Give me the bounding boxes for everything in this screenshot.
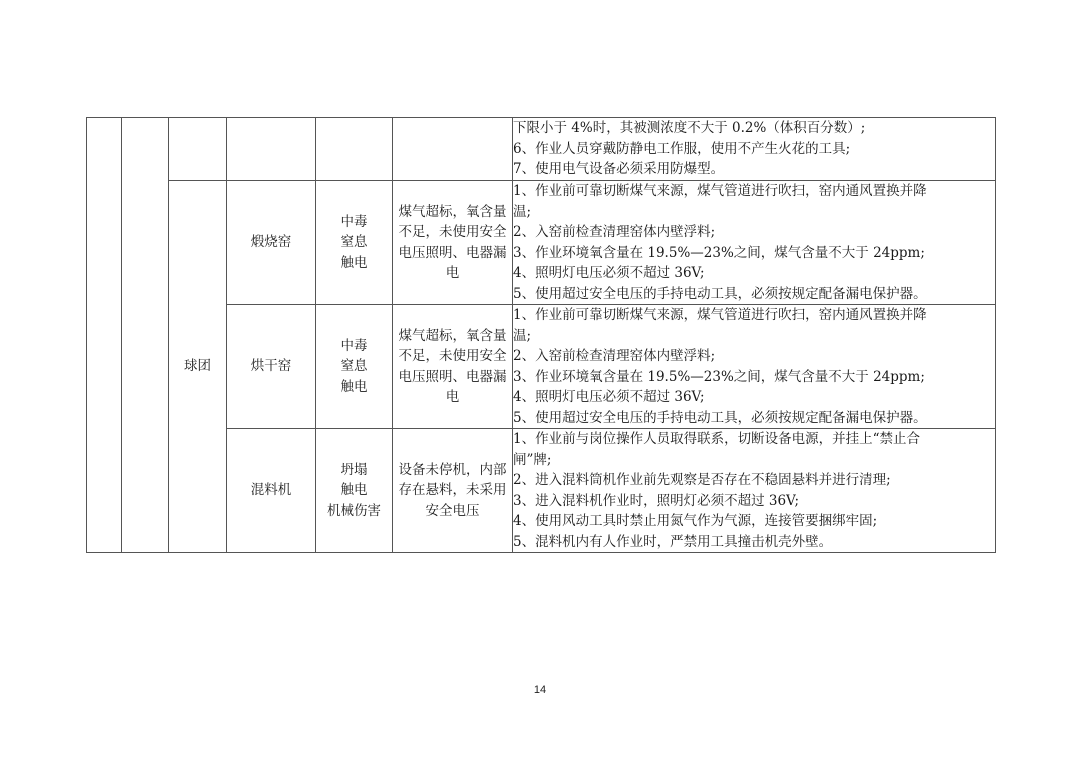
- measure-line: 7、使用电气设备必须采用防爆型。: [513, 161, 725, 178]
- measure-line: 下限小于 4%时，其被测浓度不大于 0.2%（体积百分数）;: [513, 120, 866, 137]
- measure-line: 5、使用超过安全电压的手持电动工具，必须按规定配备漏电保护器。: [513, 285, 927, 302]
- measure-line: 3、作业环境氧含量在 19.5%—23%之间，煤气含量不大于 24ppm;: [513, 368, 925, 385]
- col-index-cell: [87, 118, 122, 553]
- measure-line: 3、进入混料机作业时，照明灯必须不超过 36V;: [513, 492, 799, 509]
- place-cell: 混料机: [227, 429, 316, 553]
- hazard-item: 中毒: [340, 337, 368, 354]
- measure-line: 4、照明灯电压必须不超过 36V;: [513, 265, 705, 281]
- cause-cell: 煤气超标，氧含量不足，未使用安全电压照明、电器漏电: [393, 305, 513, 429]
- cause-cell: 设备未停机，内部存在悬料，未采用安全电压: [393, 429, 513, 553]
- measure-line: 2、入窑前检查清理窑体内壁浮料;: [513, 348, 716, 364]
- cause-cell-empty: [393, 118, 513, 181]
- measure-line: 温;: [513, 327, 532, 344]
- hazard-item: 机械伤害: [327, 502, 381, 519]
- category-cell: 球团: [169, 181, 227, 553]
- category-cell-empty: [169, 118, 227, 181]
- measures-cell: [513, 181, 996, 305]
- measure-line: 1、作业前可靠切断煤气来源，煤气管道进行吹扫，窑内通风置换并降: [513, 307, 927, 323]
- place-cell-empty: [227, 118, 316, 181]
- hazard-cell: [316, 305, 393, 429]
- hazard-cell-empty: [316, 118, 393, 181]
- table-row-continuation: [87, 118, 996, 181]
- measure-line: 闸”牌;: [513, 451, 552, 468]
- measure-line: 1、作业前可靠切断煤气来源，煤气管道进行吹扫，窑内通风置换并降: [513, 183, 927, 199]
- hazard-item: 坍塌: [340, 461, 368, 478]
- cause-cell: 煤气超标，氧含量不足，未使用安全电压照明、电器漏电: [393, 181, 513, 305]
- hazard-item: 中毒: [340, 213, 368, 230]
- measure-line: 5、使用超过安全电压的手持电动工具，必须按规定配备漏电保护器。: [513, 409, 927, 426]
- measure-line: 5、混料机内有人作业时，严禁用工具撞击机壳外壁。: [513, 533, 833, 550]
- place-cell: 烘干窑: [227, 305, 316, 429]
- hazard-item: 触电: [340, 482, 368, 499]
- col-unit-cell: [122, 118, 169, 553]
- safety-measures-table: [86, 117, 996, 553]
- measures-cell: [513, 305, 996, 429]
- hazard-item: 窒息: [340, 358, 368, 375]
- hazard-cell: [316, 181, 393, 305]
- measure-line: 2、入窑前检查清理窑体内壁浮料;: [513, 224, 716, 240]
- measures-cell: [513, 429, 996, 553]
- measure-line: 温;: [513, 203, 532, 220]
- hazard-item: 触电: [340, 378, 368, 395]
- hazard-cell: [316, 429, 393, 553]
- hazard-item: 窒息: [340, 234, 368, 251]
- table-row: [87, 181, 996, 305]
- measure-line: 2、进入混料筒机作业前先观察是否存在不稳固悬料并进行清理;: [513, 472, 891, 488]
- measure-line: 6、作业人员穿戴防静电工作服，使用不产生火花的工具;: [513, 140, 851, 157]
- place-cell: 煅烧窑: [227, 181, 316, 305]
- measure-line: 4、照明灯电压必须不超过 36V;: [513, 389, 705, 405]
- hazard-item: 触电: [340, 254, 368, 271]
- measure-line: 3、作业环境氧含量在 19.5%—23%之间，煤气含量不大于 24ppm;: [513, 244, 925, 261]
- measure-line: 1、作业前与岗位操作人员取得联系，切断设备电源，并挂上“禁止合: [513, 431, 920, 447]
- measures-cell: [513, 118, 996, 181]
- measure-line: 4、使用风动工具时禁止用氮气作为气源，连接管要捆绑牢固;: [513, 513, 878, 529]
- page-number: 14: [533, 684, 547, 696]
